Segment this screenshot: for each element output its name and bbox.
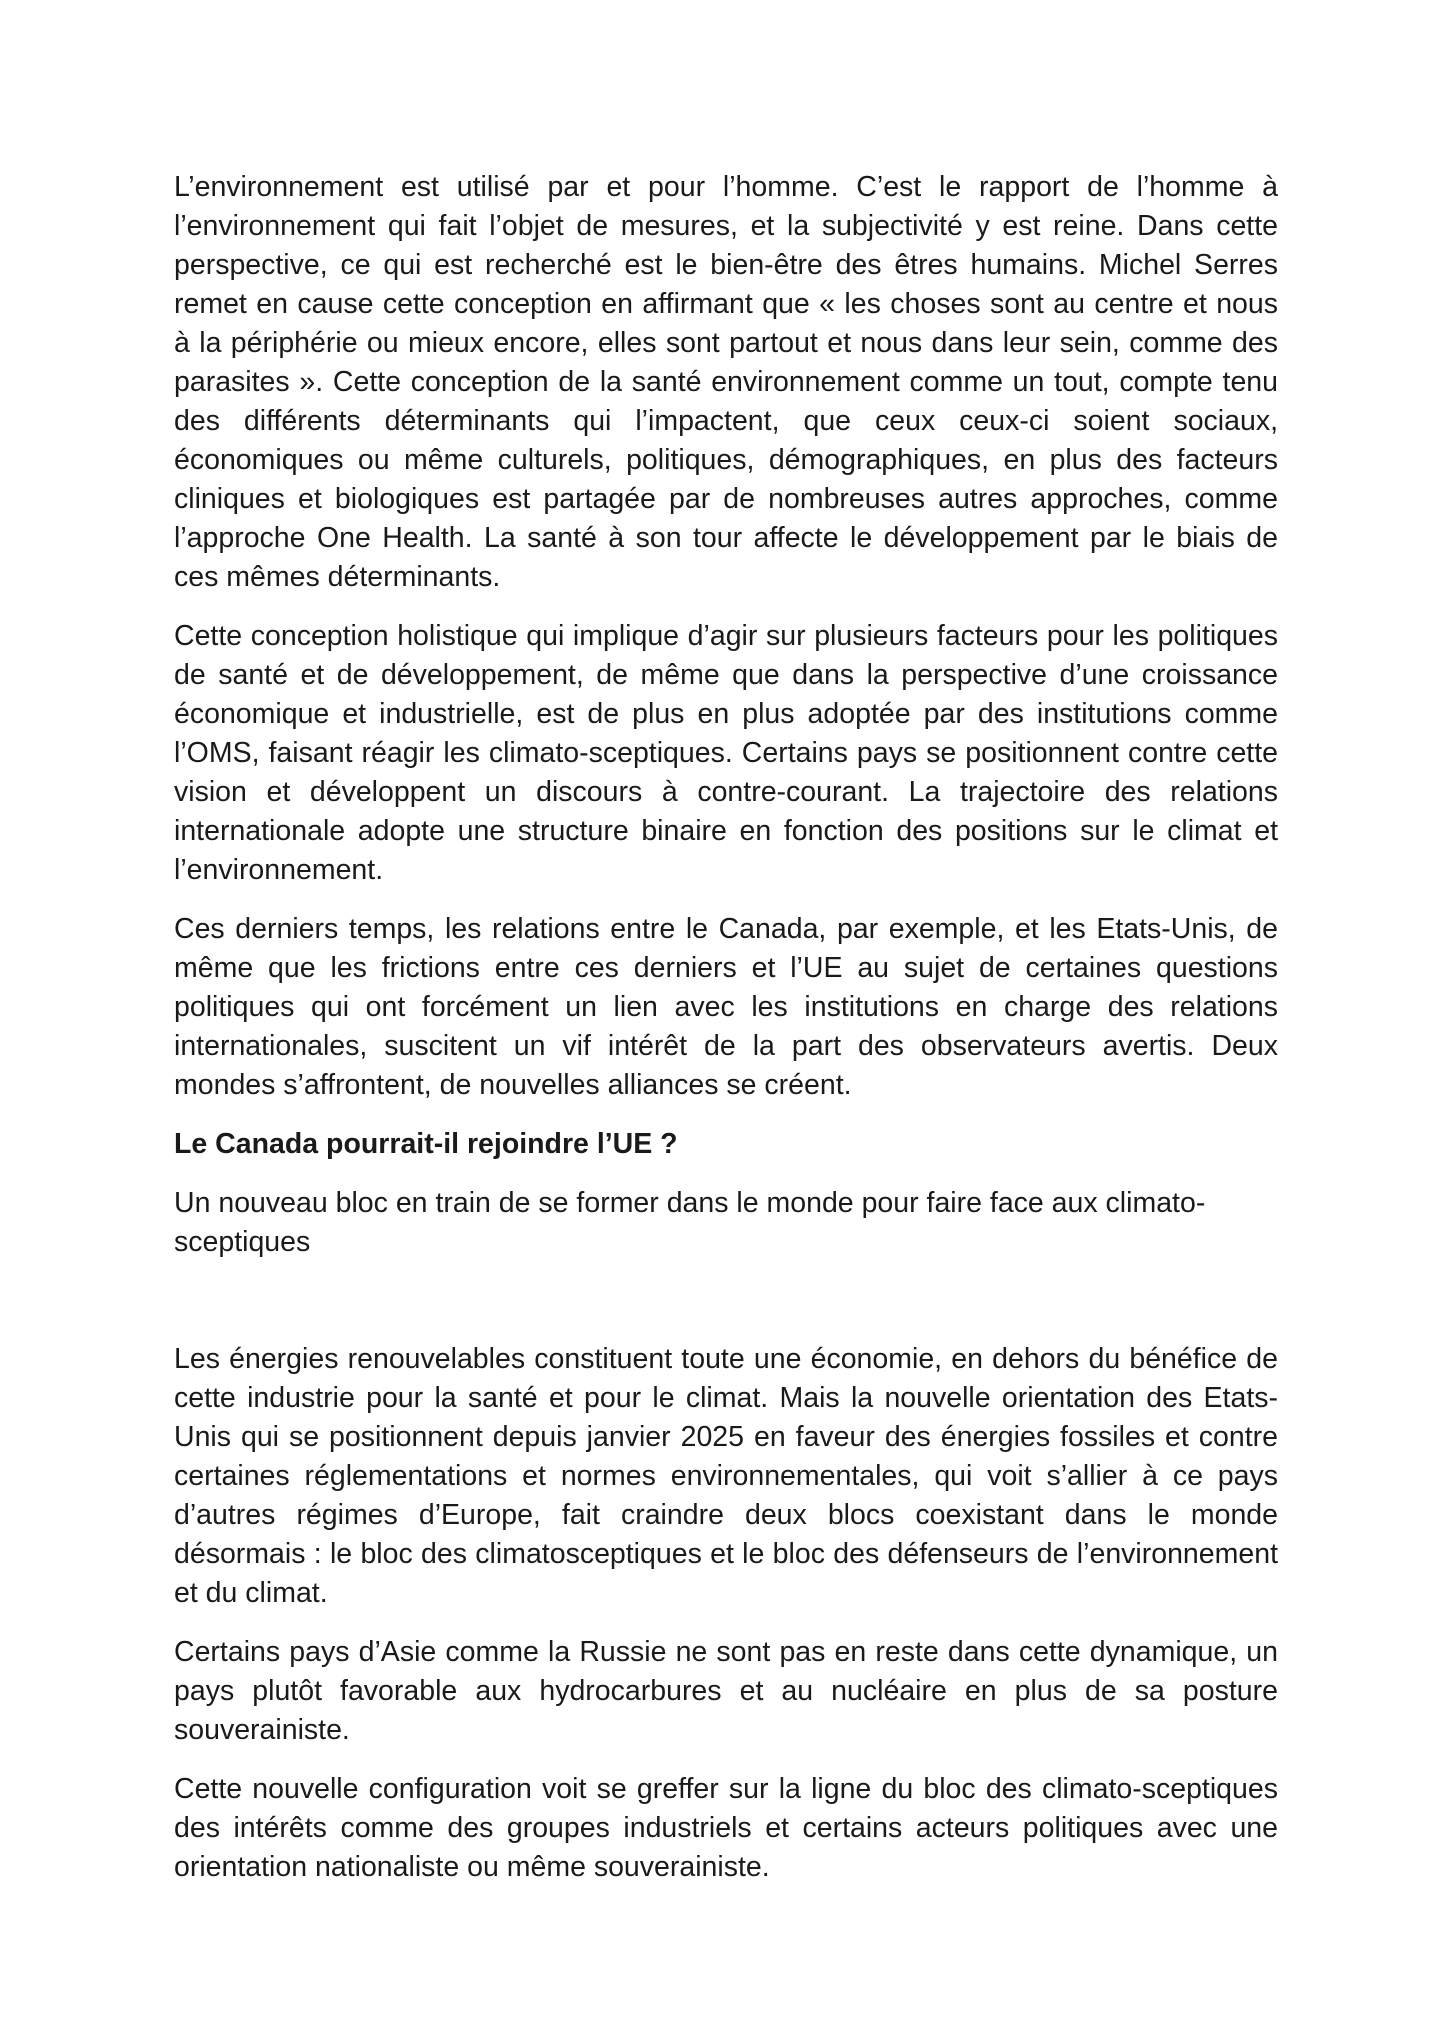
- section-heading: Le Canada pourrait-il rejoindre l’UE ?: [174, 1128, 678, 1160]
- paragraph-body: L’environnement est utilisé par et pour l’homme. C’est le rapport de l’homme à l’environnement qui fait l’objet de mesures, et la subjectivité y est reine. Dans cette perspective, ce qui est recherché est le bien-être des êtres humains. Michel Serres remet en cause cette conception en affirmant que « les choses sont au centre et nous à la périphérie ou mieux encore, elles sont partout et nous dans leur sein, comme des parasites ». Cette conception de la santé environnement comme un tout, compte tenu des différents déterminants qui l’impactent, que ceux ceux-ci soient sociaux, économiques ou même culturels, politiques, démographiques, en plus des facteurs cliniques et biologiques est partagée par de nombreuses autres approches, comme l’approche One Health. La santé à son tour affecte le développement par le biais de ces mêmes déterminants.: [174, 171, 1278, 593]
- paragraph-body: Certains pays d’Asie comme la Russie ne sont pas en reste dans cette dynamique, un pays plutôt favorable aux hydrocarbures et au nucléaire en plus de sa posture souverainiste.: [174, 1636, 1278, 1746]
- document-page: [174, 168, 1278, 1907]
- section-subheading: Un nouveau bloc en train de se former dans le monde pour faire face aux climato-sceptiques: [174, 1187, 1206, 1258]
- paragraph-body: Les énergies renouvelables constituent toute une économie, en dehors du bénéfice de cette industrie pour la santé et pour le climat. Mais la nouvelle orientation des Etats-Unis qui se positionnent depuis janvier 2025 en faveur des énergies fossiles et contre certaines réglementations et normes environnementales, qui voit s’allier à ce pays d’autres régimes d’Europe, fait craindre deux blocs coexistant dans le monde désormais : le bloc des climatosceptiques et le bloc des défenseurs de l’environnement et du climat.: [174, 1343, 1278, 1609]
- paragraph-body: Cette conception holistique qui implique d’agir sur plusieurs facteurs pour les politiques de santé et de développement, de même que dans la perspective d’une croissance économique et industrielle, est de plus en plus adoptée par des institutions comme l’OMS, faisant réagir les climato-sceptiques. Certains pays se positionnent contre cette vision et développent un discours à contre-courant. La trajectoire des relations internationale adopte une structure binaire en fonction des positions sur le climat et l’environnement.: [174, 620, 1278, 886]
- paragraph-body: Cette nouvelle configuration voit se greffer sur la ligne du bloc des climato-sceptiques des intérêts comme des groupes industriels et certains acteurs politiques avec une orientation nationaliste ou même souverainiste.: [174, 1773, 1278, 1883]
- paragraph-body: Ces derniers temps, les relations entre le Canada, par exemple, et les Etats-Unis, de même que les frictions entre ces derniers et l’UE au sujet de certaines questions politiques qui ont forcément un lien avec les institutions en charge des relations internationales, suscitent un vif intérêt de la part des observateurs avertis. Deux mondes s’affrontent, de nouvelles alliances se créent.: [174, 913, 1278, 1101]
